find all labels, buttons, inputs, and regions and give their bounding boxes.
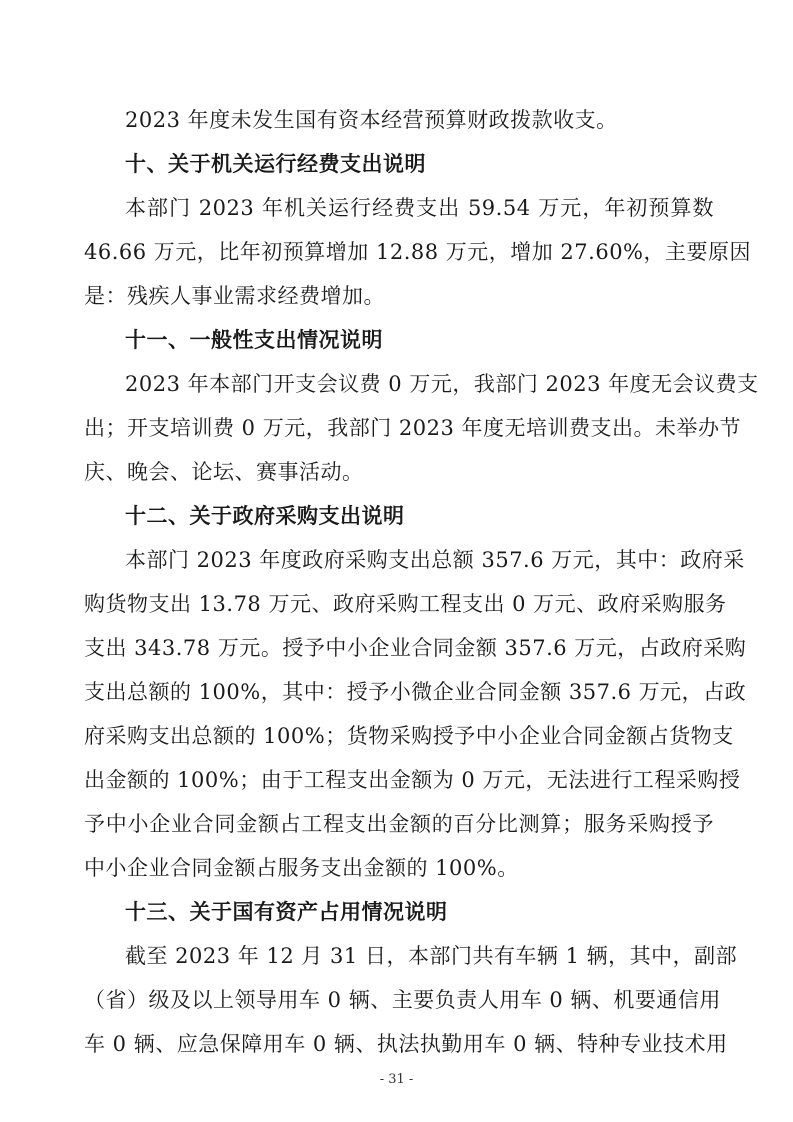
page-number: - 31 - [379, 1072, 414, 1087]
paragraph-line: 予中小企业合同金额占工程支出金额的百分比测算；服务采购授予 [84, 812, 714, 836]
paragraph-line: 庆、晚会、论坛、赛事活动。 [84, 460, 364, 484]
paragraph-line: 车 0 辆、应急保障用车 0 辆、执法执勤用车 0 辆、特种专业技术用 [84, 1032, 728, 1056]
paragraph-line: 本部门 2023 年度政府采购支出总额 357.6 万元，其中：政府采 [125, 548, 745, 572]
paragraph-line: 本部门 2023 年机关运行经费支出 59.54 万元，年初预算数 [125, 196, 714, 220]
section-heading-10: 十、关于机关运行经费支出说明 [125, 152, 426, 176]
paragraph-line: （省）级及以上领导用车 0 辆、主要负责人用车 0 辆、机要通信用 [84, 988, 721, 1012]
section-heading-13: 十三、关于国有资产占用情况说明 [125, 900, 448, 924]
paragraph-line: 支出 343.78 万元。授予中小企业合同金额 357.6 万元，占政府采购 [84, 636, 747, 660]
paragraph-line: 中小企业合同金额占服务支出金额的 100%。 [84, 856, 519, 880]
paragraph-line: 出；开支培训费 0 万元，我部门 2023 年度无培训费支出。未举办节 [84, 416, 742, 440]
paragraph-line: 府采购支出总额的 100%；货物采购授予中小企业合同金额占货物支 [84, 724, 734, 748]
paragraph-line: 46.66 万元，比年初预算增加 12.88 万元，增加 27.60%，主要原因 [84, 240, 752, 264]
section-heading-12: 十二、关于政府采购支出说明 [125, 504, 405, 528]
paragraph-line: 是：残疾人事业需求经费增加。 [84, 284, 385, 308]
paragraph-line: 出金额的 100%；由于工程支出金额为 0 万元，无法进行工程采购授 [84, 768, 741, 792]
paragraph-line: 截至 2023 年 12 月 31 日，本部门共有车辆 1 辆，其中，副部 [125, 944, 738, 968]
paragraph-line: 购货物支出 13.78 万元、政府采购工程支出 0 万元、政府采购服务 [84, 592, 727, 616]
section-heading-11: 十一、一般性支出情况说明 [125, 328, 383, 352]
paragraph-line: 2023 年度未发生国有资本经营预算财政拨款收支。 [125, 108, 618, 132]
paragraph-line: 2023 年本部门开支会议费 0 万元，我部门 2023 年度无会议费支 [125, 372, 759, 396]
paragraph-line: 支出总额的 100%，其中：授予小微企业合同金额 357.6 万元，占政 [84, 680, 747, 704]
